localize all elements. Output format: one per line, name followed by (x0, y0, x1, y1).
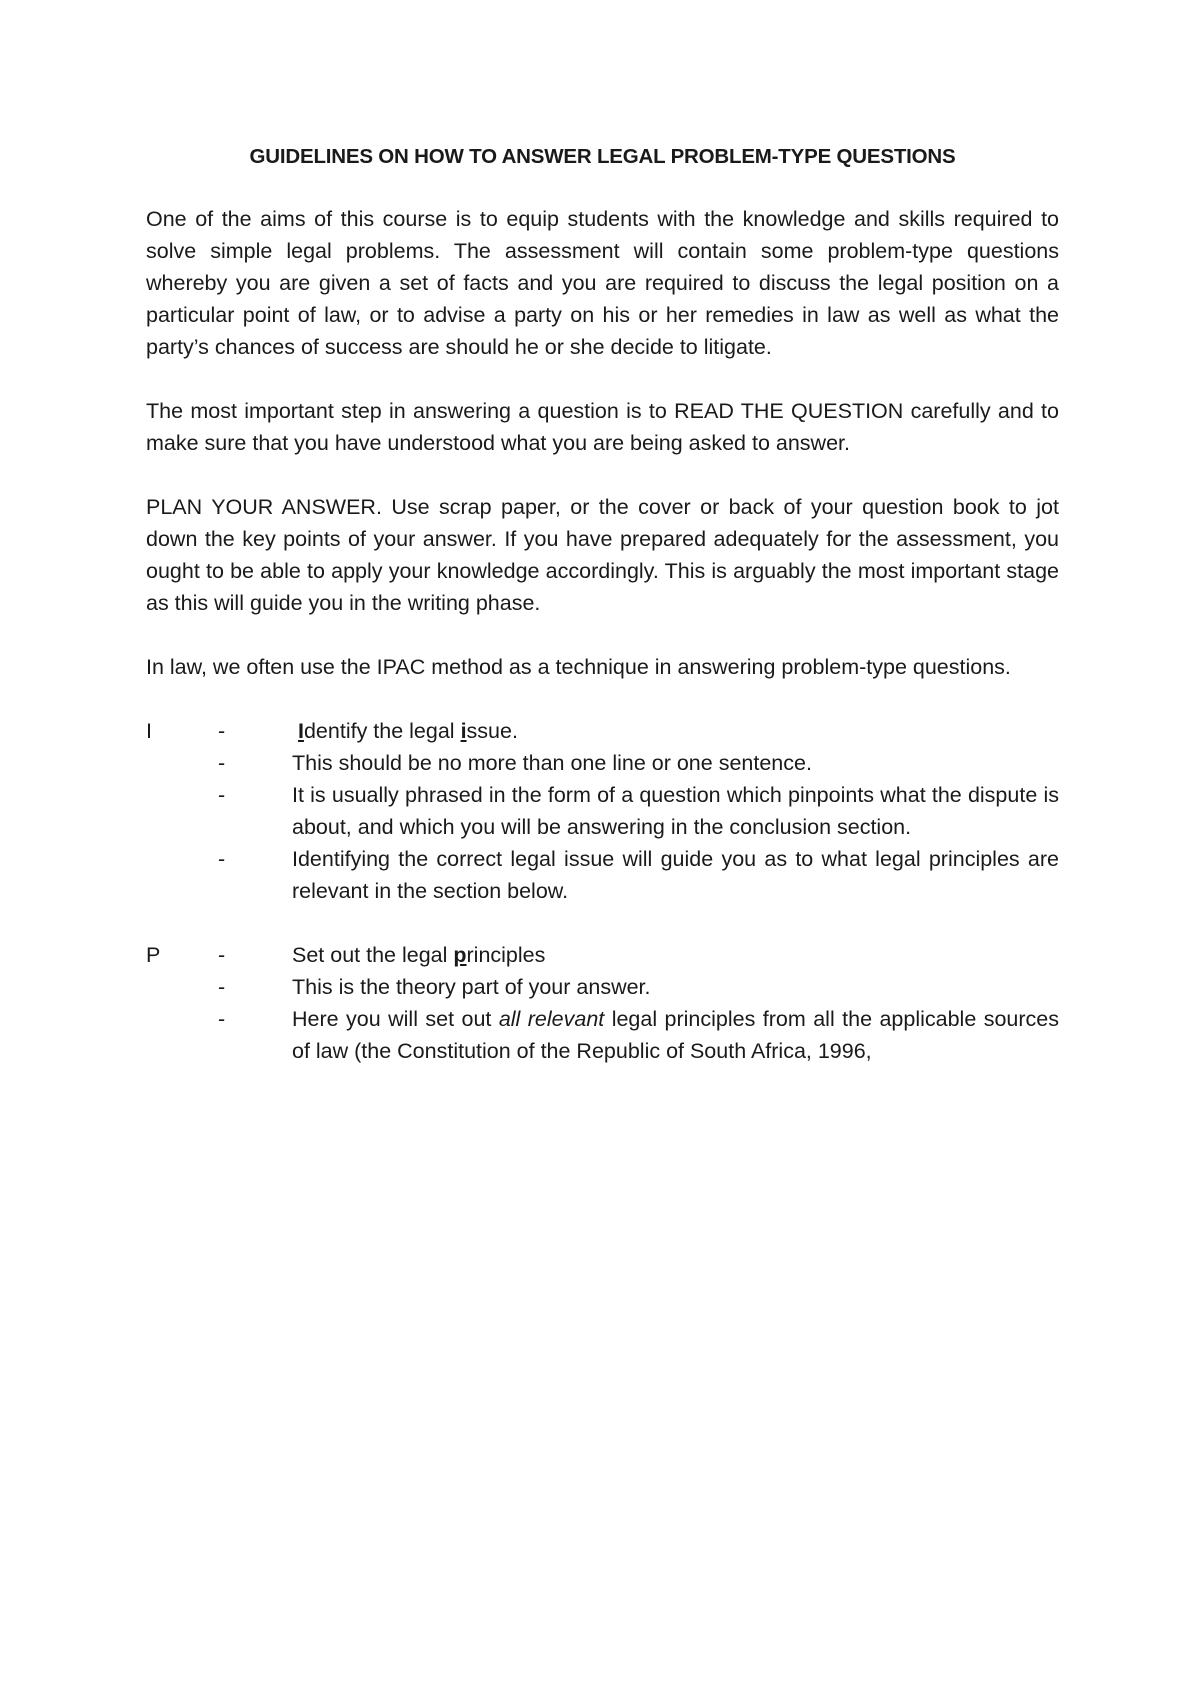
principles-point-dash: - (218, 975, 226, 999)
issue-letter: I (146, 719, 152, 743)
issue-heading-mid: dentify the legal (303, 719, 461, 743)
ipac-principles-section (146, 939, 1059, 1067)
issue-heading-underlined-i: I (297, 719, 304, 743)
document-title: GUIDELINES ON HOW TO ANSWER LEGAL PROBLEM-TYPE QUESTIONS (249, 145, 956, 168)
issue-heading-row (146, 715, 1059, 747)
ipac-issue-section (146, 715, 1059, 907)
issue-point-row (146, 779, 1059, 843)
document-body (146, 141, 1059, 1099)
principles-point-dash: - (218, 1007, 226, 1031)
principles-heading (292, 939, 1059, 971)
principles-point-emphasis: all relevant (498, 1007, 605, 1031)
read-question-paragraph: The most important step in answering a question is to READ THE QUESTION carefully and to make sure that you have understood what you are being asked to answer. (146, 399, 1059, 455)
issue-point: It is usually phrased in the form of a question which pinpoints what the dispute is about, and which you will be answering in the conclusion section. (292, 783, 1059, 839)
issue-heading (292, 715, 1059, 747)
principles-heading-start: Set out the legal (292, 943, 454, 967)
issue-point: This should be no more than one line or one sentence. (292, 751, 812, 775)
issue-dash: - (218, 719, 226, 743)
principles-point (292, 1003, 1059, 1067)
issue-point-row (146, 843, 1059, 907)
intro-paragraph: One of the aims of this course is to equip students with the knowledge and skills required to solve simple legal problems. The assessment will contain some problem-type questions whereby you are given a set of facts and you are required to discuss the legal position on a particular point of law, or to advise a party on his or her remedies in law as well as what the party’s chances of success are should he or she decide to litigate. (146, 207, 1059, 359)
issue-heading-end: ssue. (466, 719, 518, 743)
ipac-intro-paragraph: In law, we often use the IPAC method as a technique in answering problem-type questions. (146, 655, 1011, 679)
principles-point-row (146, 1003, 1059, 1067)
principles-point-row (146, 971, 1059, 1003)
issue-point-dash: - (218, 783, 226, 807)
issue-point: Identifying the correct legal issue will guide you as to what legal principles are relevant in the section below. (292, 847, 1059, 903)
plan-answer-paragraph: PLAN YOUR ANSWER. Use scrap paper, or the cover or back of your question book to jot down the key points of your answer. If you have prepared adequately for the assessment, you ought to be able to apply your knowledge accordingly. This is arguably the most important stage as this will guide you in the writing phase. (146, 495, 1059, 615)
principles-point-start: Here you will set out (292, 1007, 499, 1031)
principles-point: This is the theory part of your answer. (292, 975, 651, 999)
issue-point-dash: - (218, 847, 226, 871)
issue-heading-underlined-i2: i (460, 719, 467, 743)
issue-point-row (146, 747, 1059, 779)
principles-dash: - (218, 943, 226, 967)
principles-heading-underlined-p: p (453, 943, 467, 967)
principles-point-end: legal principles from all the applicable sources of law (the Constitution of the Republic of South Africa, 1996, (292, 1007, 1059, 1063)
principles-heading-row (146, 939, 1059, 971)
principles-heading-end: rinciples (466, 943, 546, 967)
issue-point-dash: - (218, 751, 226, 775)
principles-letter: P (146, 943, 161, 967)
